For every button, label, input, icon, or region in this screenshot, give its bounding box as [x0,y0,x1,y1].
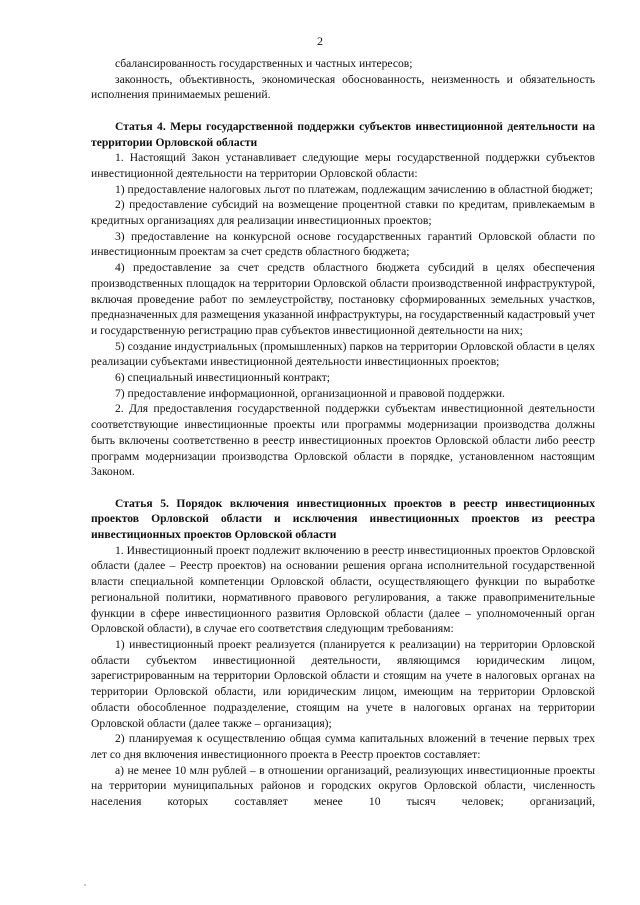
scan-speck [84,884,86,886]
paragraph: 6) специальный инвестиционный контракт; [115,371,331,385]
paragraph: 1. Настоящий Закон устанавливает следующие меры государственной поддержки субъектов инвестиционной деятельности на территории Орловской области: [91,151,595,180]
paragraph: законность, объективность, экономическая обоснованность, неизменность и обязательность исполнения принимаемых решений. [91,72,595,102]
paragraph: 2) планируемая к осуществлению общая сумма капитальных вложений в течение первых трех лет со дня включения инвестиционного проекта в Реестр проектов составляет: [91,732,595,761]
paragraph: 2. Для предоставления государственной поддержки субъектам инвестиционной деятельности соответствующие инвестиционные проекты или программы модернизации производства должны быть включены соответственно в реестр инвестиционных проектов Орловской области либо реестр программ модернизации производства Орловской области в порядке, установленном настоящим Законом. [91,402,595,479]
article-heading: Статья 4. Меры государственной поддержки субъектов инвестиционной деятельности на территории Орловской области [91,119,595,149]
paragraph: 2) предоставление субсидий на возмещение процентной ставки по кредитам, привлекаемым в кредитных организациях для реализации инвестиционных проектов; [91,198,595,228]
document-body [91,56,595,810]
article-heading: Статья 5. Порядок включения инвестиционных проектов в реестр инвестиционных проектов Орловской области и исключения инвестиционных проектов из реестра инвестиционных проектов Орловской области [91,496,595,542]
paragraph: 7) предоставление информационной, организационной и правовой поддержки. [115,386,505,400]
section-gap [91,480,595,496]
paragraph: 1) инвестиционный проект реализуется (планируется к реализации) на территории Орловской области субъектом инвестиционной деятельности, являющимся юридическим лицом, зарегистрированным на территории Орловской области и стоящим на учете в налоговых органах на территории Орловской области, или юридическим лицом, имеющим на территории Орловской области обособленное подразделение, стоящим на учете в налоговых органах на территории Орловской области (далее также – организация); [91,637,595,730]
paragraph: а) не менее 10 млн рублей – в отношении организаций, реализующих инвестиционные проекты на территории муниципальных районов и городских округов Орловской области, численность населения которых составляет менее 10 тысяч человек; организаций, [91,763,595,809]
paragraph: 3) предоставление на конкурсной основе государственных гарантий Орловской области по инвестиционным проектам за счет средств областного бюджета; [91,229,595,259]
paragraph: 5) создание индустриальных (промышленных) парков на территории Орловской области в целях реализации субъектами инвестиционной деятельности инвестиционных проектов; [91,339,595,369]
page-number: 2 [317,34,323,48]
paragraph: сбалансированность государственных и частных интересов; [115,57,413,70]
paragraph: 1) предоставление налоговых льгот по платежам, подлежащим зачислению в областной бюджет; [115,182,593,196]
paragraph: 1. Инвестиционный проект подлежит включению в реестр инвестиционных проектов Орловской области (далее – Реестр проектов) на основании решения органа исполнительной государственной власти специальной компетенции Орловской области, осуществляющего функции по выработке региональной политики, нормативного правового регулирования, а также правоприменительные функции в сфере инвестиционного развития Орловской области (далее – уполномоченный орган Орловской области), в случае его соответствия следующим требованиям: [91,543,595,636]
paragraph: 4) предоставление за счет средств областного бюджета субсидий в целях обеспечения производственных площадок на территории Орловской области производственной инфраструктурой, включая проведение работ по землеустройству, постановку сформированных земельных участков, предназначенных для размещения указанной инфраструктуры, на государственный кадастровый учет и государственную регистрацию прав субъектов инвестиционной деятельности на них; [91,261,595,337]
section-gap [91,103,595,119]
